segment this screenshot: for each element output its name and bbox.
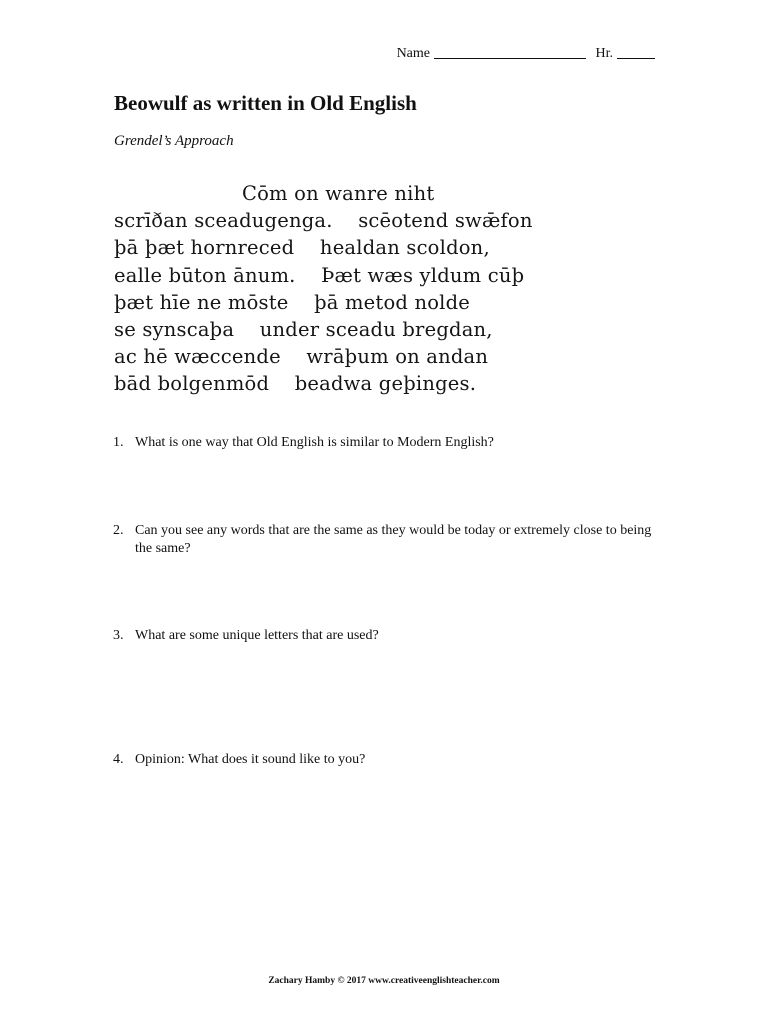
name-label: Name	[396, 46, 430, 61]
name-blank-line[interactable]	[434, 46, 586, 59]
question-text: Can you see any words that are the same as they would be today or extremely close to being the same?	[135, 523, 652, 556]
question-number: 1.	[113, 435, 124, 450]
poem-line: scrīðan sceadugenga. scēotend swǣfon	[114, 209, 533, 233]
hour-label: Hr.	[595, 46, 613, 61]
old-english-poem	[114, 180, 533, 398]
question-text: Opinion: What does it sound like to you?	[135, 752, 366, 767]
poem-line: bād bolgenmōd beadwa geþinges.	[114, 372, 477, 396]
question-item	[113, 751, 658, 769]
poem-line: se synscaþa under sceadu bregdan,	[114, 317, 493, 341]
page-subtitle: Grendel’s Approach	[114, 133, 234, 149]
poem-line: ac hē wæccende wrāþum on andan	[114, 345, 489, 369]
poem-line: þā þæt hornreced healdan scoldon,	[114, 236, 490, 260]
name-hour-header	[397, 46, 655, 62]
question-text: What are some unique letters that are used?	[135, 628, 379, 643]
poem-line: þæt hīe ne mōste þā metod nolde	[114, 290, 471, 314]
copyright-footer: Zachary Hamby © 2017 www.creativeenglishteacher.com	[268, 976, 500, 986]
question-number: 4.	[113, 752, 124, 767]
question-item	[113, 434, 658, 452]
question-number: 2.	[113, 523, 124, 538]
question-number: 3.	[113, 628, 124, 643]
poem-line: ealle būton ānum. Þæt wæs yldum cūþ	[114, 263, 525, 287]
question-item	[113, 522, 658, 558]
poem-line: Cōm on wanre niht	[242, 182, 435, 205]
hour-blank-line[interactable]	[617, 46, 655, 59]
question-text: What is one way that Old English is similar to Modern English?	[135, 435, 494, 450]
page-title: Beowulf as written in Old English	[114, 91, 417, 115]
question-item	[113, 627, 658, 645]
